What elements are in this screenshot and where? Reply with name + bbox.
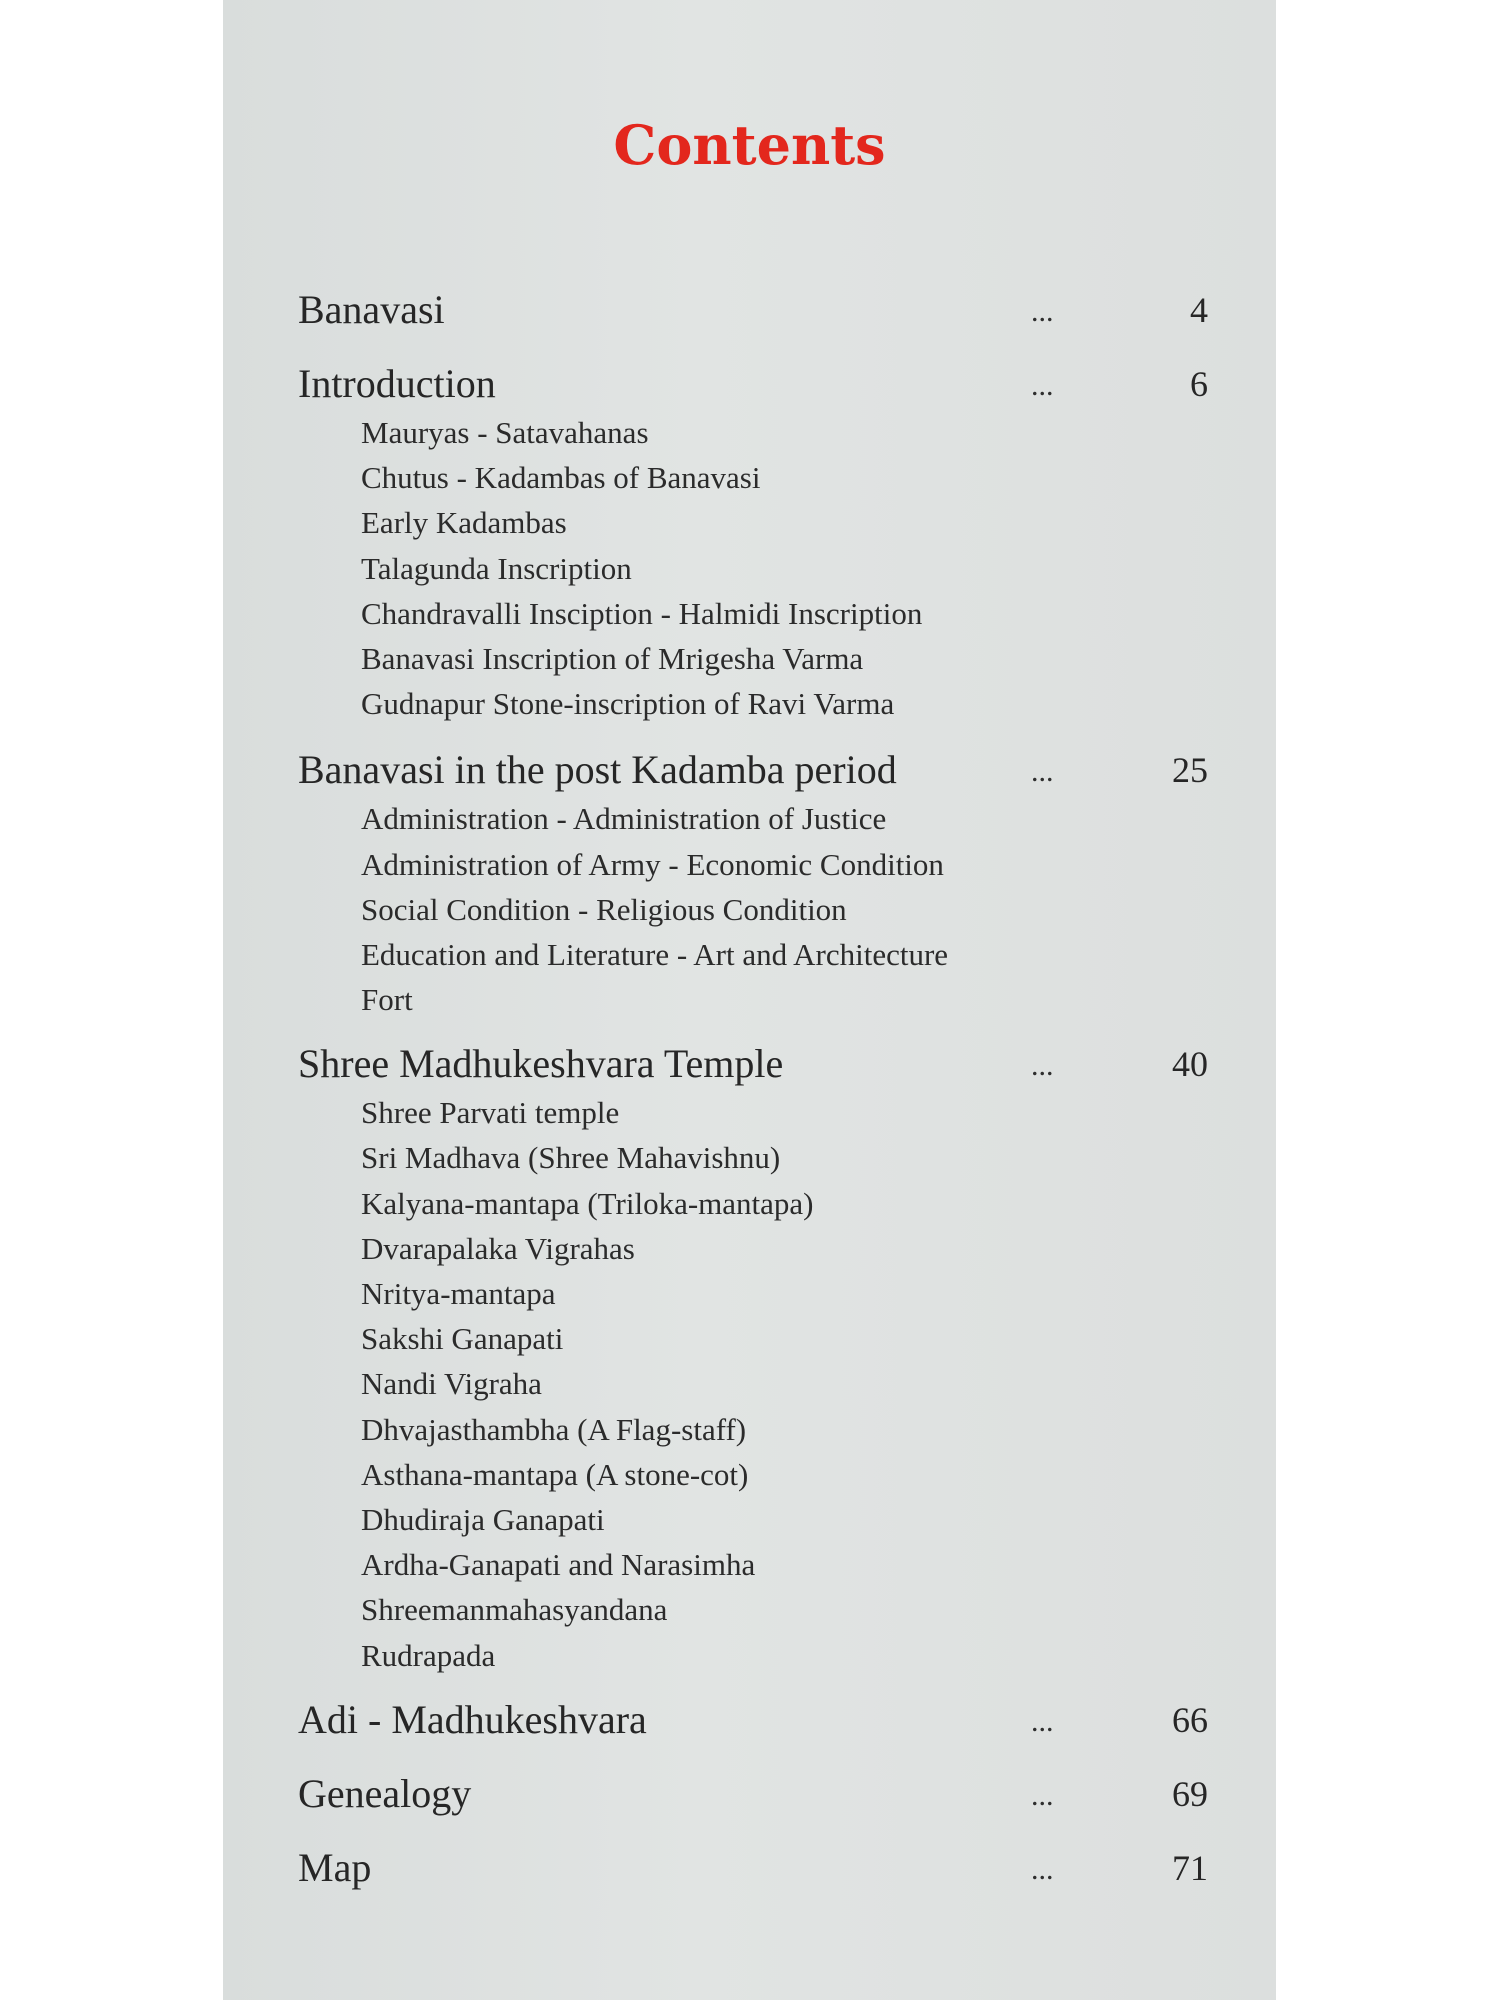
toc-subitem-list [298,796,1208,1022]
toc-page-number: 66 [1172,1699,1208,1740]
toc-entry-title: Map [298,1844,372,1890]
toc-subitem: Social Condition - Religious Condition [361,891,847,927]
toc-section [298,1694,1208,1746]
toc-subitem: Chandravalli Insciption - Halmidi Inscription [361,595,923,631]
toc-page-number: 40 [1172,1044,1208,1085]
toc-subitem: Dhudiraja Ganapati [361,1501,605,1537]
toc-section [298,1038,1208,1677]
book-page [223,0,1276,2000]
toc-entry[interactable] [298,1842,1208,1894]
toc-section [298,284,1208,336]
toc-subitem: Asthana-mantapa (A stone-cot) [361,1456,749,1492]
toc-subitem: Nandi Vigraha [361,1366,542,1402]
toc-entry-title: Genealogy [298,1770,472,1816]
toc-page-number: 25 [1172,750,1208,791]
toc-subitem: Kalyana-mantapa (Triloka-mantapa) [361,1185,814,1221]
toc-entry[interactable] [298,744,1208,796]
toc-subitem: Dhvajasthambha (A Flag-staff) [361,1411,747,1447]
toc-section [298,358,1208,726]
toc-subitem: Shree Parvati temple [361,1095,620,1131]
page-title: Contents [613,113,886,177]
toc-entry[interactable] [298,284,1208,336]
toc-subitem: Education and Literature - Art and Architecture [361,936,949,972]
toc-subitem: Banavasi Inscription of Mrigesha Varma [361,640,864,676]
toc-entry-title: Introduction [298,361,496,406]
toc-entry[interactable] [298,1768,1208,1820]
toc-section [298,744,1208,1022]
toc-entry-title: Shree Madhukeshvara Temple [298,1041,784,1087]
toc-subitem-list [298,410,1208,726]
toc-subitem: Ardha-Ganapati and Narasimha [361,1547,756,1583]
toc-leader-dots: ... [1031,1704,1054,1738]
toc-leader-dots: ... [1031,1778,1054,1812]
toc-subitem: Gudnapur Stone-inscription of Ravi Varma [361,686,895,722]
toc-section [298,1768,1208,1820]
toc-leader-dots: ... [1031,755,1054,789]
toc-subitem: Nritya-mantapa [361,1276,556,1311]
toc-subitem: Rudrapada [361,1637,496,1673]
toc-subitem: Administration - Administration of Justice [361,801,887,837]
toc-entry-title: Adi - Madhukeshvara [298,1696,647,1742]
toc-subitem: Administration of Army - Economic Condition [361,846,944,882]
toc-subitem: Chutus - Kadambas of Banavasi [361,460,761,496]
toc-subitem: Sakshi Ganapati [361,1321,564,1357]
toc-leader-dots: ... [1031,1049,1054,1083]
toc-entry-title: Banavasi in the post Kadamba period [298,747,897,793]
toc-subitem-list [298,1090,1208,1677]
toc-subitem: Dvarapalaka Vigrahas [361,1230,635,1266]
toc-subitem: Talagunda Inscription [361,550,632,586]
toc-page-number: 69 [1172,1773,1208,1814]
toc-entry[interactable] [298,1694,1208,1746]
toc-leader-dots: ... [1031,295,1054,328]
toc-subitem: Sri Madhava (Shree Mahavishnu) [361,1140,781,1176]
toc-section [298,1842,1208,1894]
toc-subitem: Shreemanmahasyandana [361,1592,668,1628]
toc-page-number: 6 [1190,364,1208,404]
toc-entry[interactable] [298,1038,1208,1090]
toc-subitem: Fort [361,982,413,1018]
toc-leader-dots: ... [1031,1852,1054,1886]
toc-subitem: Early Kadambas [361,505,567,541]
toc-entry[interactable] [298,358,1208,410]
toc-entry-title: Banavasi [298,287,445,332]
toc-page-number: 4 [1190,290,1208,330]
table-of-contents [298,284,1208,1894]
toc-subitem: Mauryas - Satavahanas [361,415,649,450]
toc-leader-dots: ... [1031,369,1054,402]
toc-page-number: 71 [1172,1847,1208,1888]
